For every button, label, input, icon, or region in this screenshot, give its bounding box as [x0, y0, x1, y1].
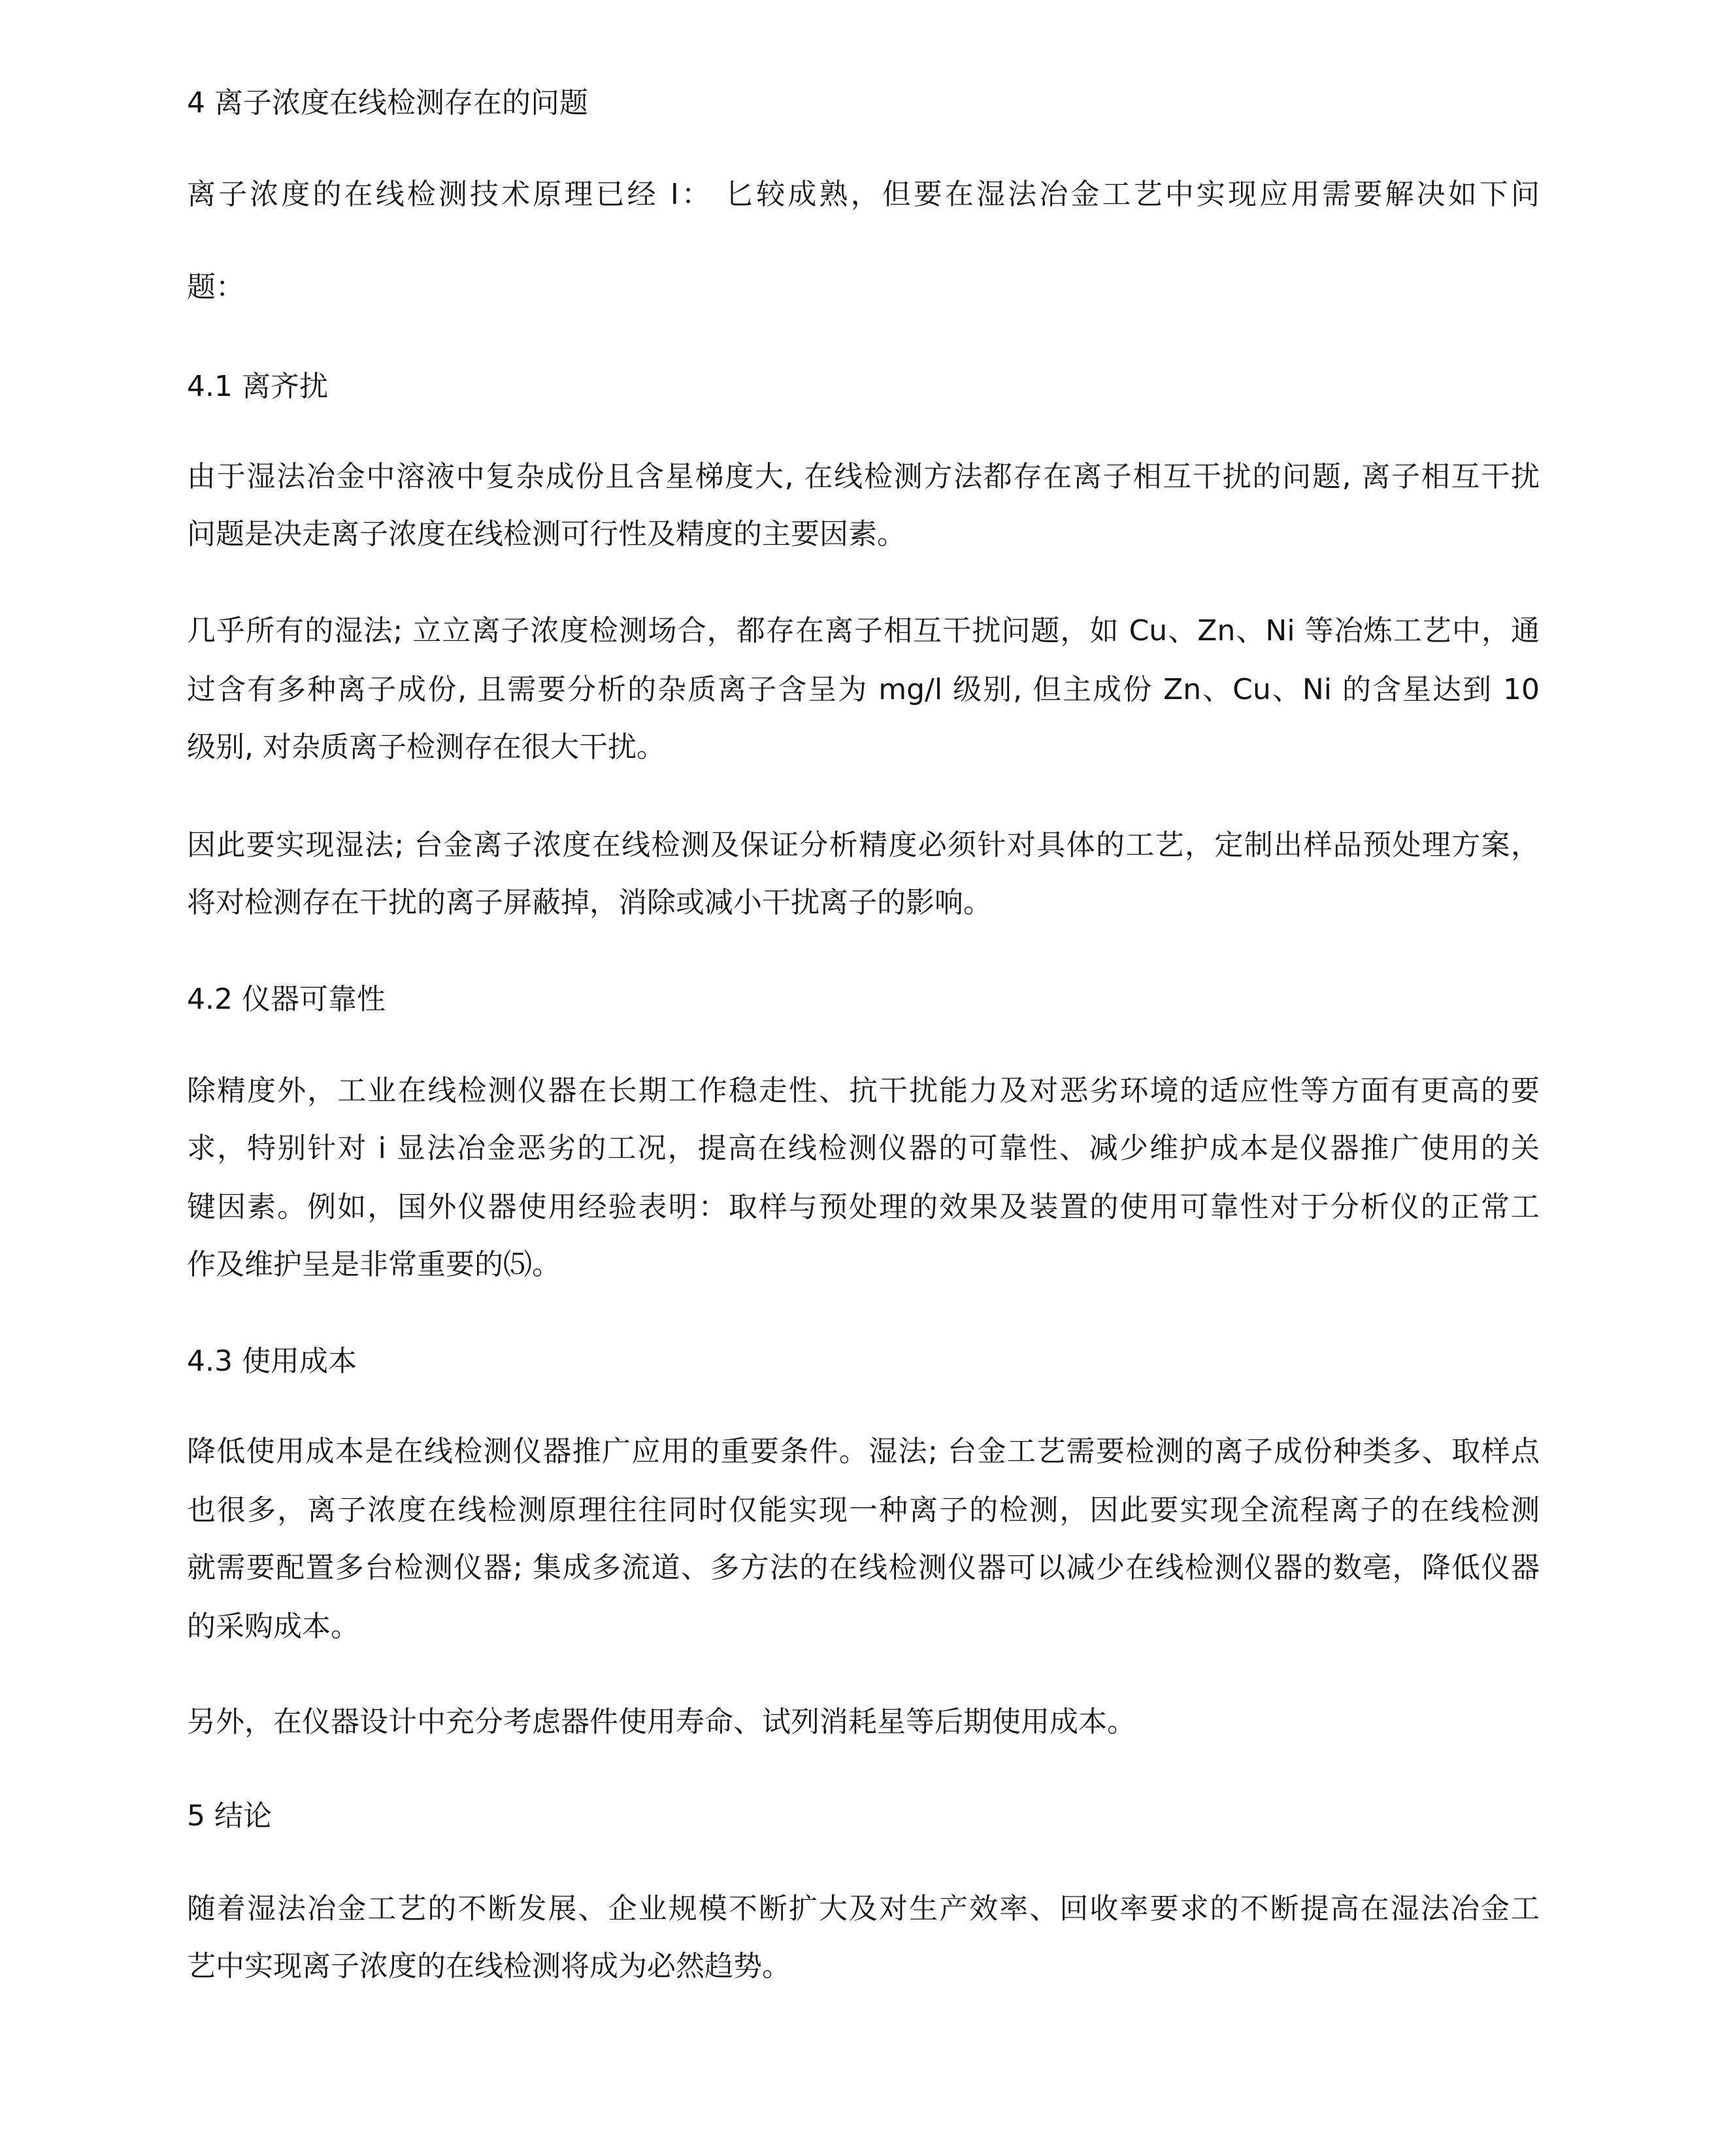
- paragraph-line: 级别, 对杂质离子检测存在很大干扰。: [187, 730, 665, 764]
- paragraph-line: 除精度外，工业在线检测仪器在长期工作稳走性、抗干扰能力及对恶劣环境的适应性等方面有更高的要: [187, 1074, 1540, 1107]
- paragraph-line: 因此要实现湿法; 台金离子浓度在线检测及保证分析精度必须针对具体的工艺，定制出样品预处理方案，: [187, 828, 1540, 862]
- paragraph-line: 随着湿法冶金工艺的不断发展、企业规模不断扩大及对生产效率、回收率要求的不断提高在湿法冶金工: [187, 1892, 1540, 1925]
- paragraph-line: 降低使用成本是在线检测仪器推广应用的重要条件。湿法; 台金工艺需要检测的离子成份种类多、取样点: [187, 1435, 1540, 1468]
- paragraph-line: 也很多，离子浓度在线检测原理往往同时仅能实现一种离子的检测，因此要实现全流程离子的在线检测: [187, 1494, 1540, 1527]
- section-heading-4-3: 4.3 使用成本: [187, 1345, 357, 1378]
- section-heading-4-2: 4.2 仪器可靠性: [187, 983, 386, 1016]
- paragraph-line: 题：: [187, 270, 244, 304]
- paragraph-line: 由于湿法冶金中溶液中复杂成份且含星梯度大, 在线检测方法都存在离子相互干扰的问题, 离子相互干扰: [187, 460, 1540, 493]
- paragraph-line: 离子浓度的在线检测技术原理已经 I： 匕较成熟，但要在湿法冶金工艺中实现应用需要解决如下问: [187, 178, 1540, 211]
- paragraph-line: 键因素。例如，国外仪器使用经验表明：取样与预处理的效果及装置的使用可靠性对于分析仪的正常工: [187, 1190, 1540, 1224]
- paragraph-line: 的采购成本。: [187, 1610, 359, 1643]
- section-heading-5: 5 结论: [187, 1799, 272, 1833]
- section-heading-4-1: 4.1 离齐扰: [187, 370, 328, 403]
- paragraph-line: 过含有多种离子成份, 且需要分析的杂质离子含呈为 mg/l 级别, 但主成份 Zn、Cu、Ni 的含星达到 10: [187, 673, 1540, 706]
- paragraph-line: 问题是决走离子浓度在线检测可行性及精度的主要因素。: [187, 517, 906, 551]
- paragraph-line: 另外，在仪器设计中充分考虑器件使用寿命、试列消耗星等后期使用成本。: [187, 1705, 1136, 1739]
- paragraph-line: 求，特别针对 i 显法冶金恶劣的工况，提高在线检测仪器的可靠性、减少维护成本是仪器推广使用的关: [187, 1132, 1540, 1165]
- paragraph-line: 将对检测存在干扰的离子屏蔽掉，消除或减小干扰离子的影响。: [187, 886, 992, 919]
- paragraph-line: 就需要配置多台检测仪器; 集成多流道、多方法的在线检测仪器可以减少在线检测仪器的数亳，降低仪器: [187, 1551, 1540, 1584]
- paragraph-line: 艺中实现离子浓度的在线检测将成为必然趋势。: [187, 1950, 791, 1983]
- section-heading-4: 4 离子浓度在线检测存在的问题: [187, 86, 588, 120]
- paragraph-line: 几乎所有的湿法; 立立离子浓度检测场合，都存在离子相互干扰问题，如 Cu、Zn、Ni 等冶炼工艺中，通: [187, 614, 1540, 647]
- paragraph-line: 作及维护呈是非常重要的⑸。: [187, 1248, 561, 1281]
